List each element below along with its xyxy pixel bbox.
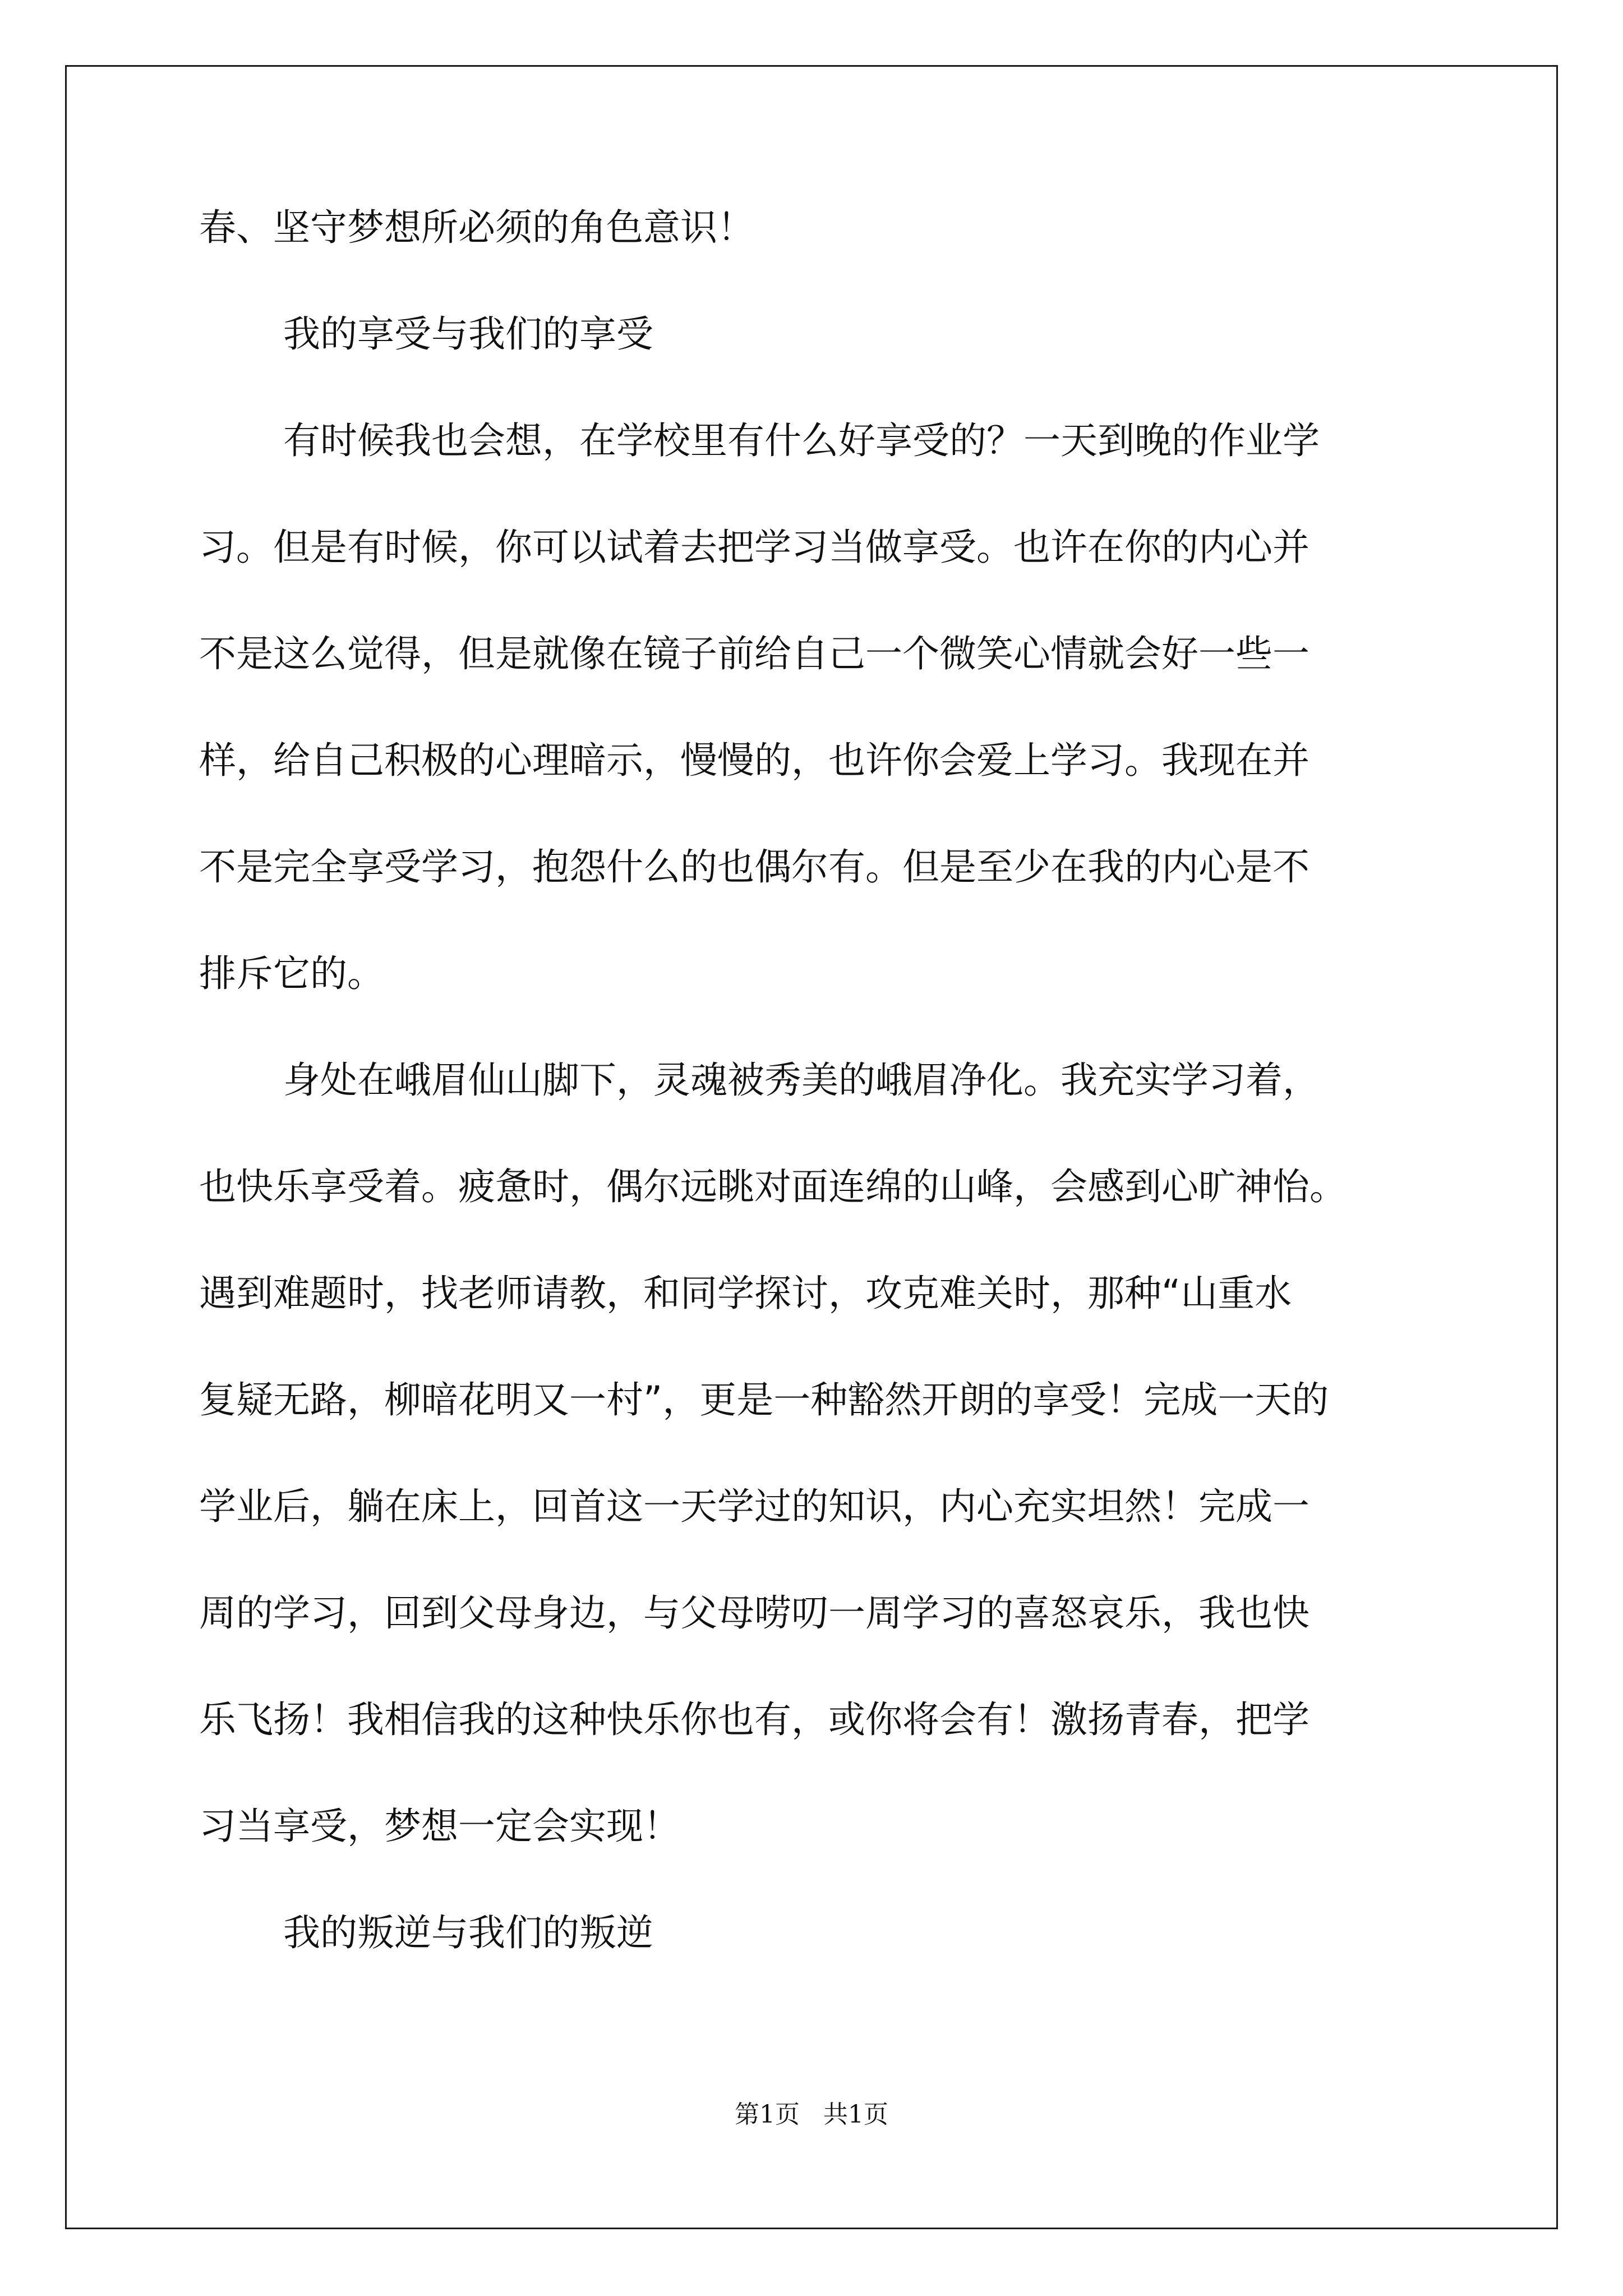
text-line: 有时候我也会想，在学校里有什么好享受的？一天到晚的作业学 [283,419,1320,462]
text-line: 样，给自己积极的心理暗示，慢慢的，也许你会爱上学习。我现在并 [199,739,1310,782]
text-line: 身处在峨眉仙山脚下，灵魂被秀美的峨眉净化。我充实学习着， [283,1059,1320,1102]
section-heading: 我的叛逆与我们的叛逆 [283,1911,653,1954]
text-line: 春、坚守梦想所必须的角色意识！ [199,206,754,249]
text-line: 周的学习，回到父母身边，与父母唠叨一周学习的喜怒哀乐，我也快 [199,1591,1310,1635]
text-line: 不是完全享受学习，抱怨什么的也偶尔有。但是至少在我的内心是不 [199,845,1310,889]
text-line: 乐飞扬！我相信我的这种快乐你也有，或你将会有！激扬青春，把学 [199,1698,1310,1741]
text-line: 排斥它的。 [199,952,384,995]
page-border [65,65,1558,2229]
text-line: 习。但是有时候，你可以试着去把学习当做享受。也许在你的内心并 [199,526,1310,569]
text-line: 不是这么觉得，但是就像在镜子前给自己一个微笑心情就会好一些一 [199,632,1310,675]
page-footer: 第1页 共1页 [735,2100,888,2129]
text-line: 也快乐享受着。疲惫时，偶尔远眺对面连绵的山峰，会感到心旷神怡。 [199,1165,1347,1208]
text-line: 遇到难题时，找老师请教，和同学探讨，攻克难关时，那种“山重水 [199,1272,1292,1315]
text-line: 复疑无路，柳暗花明又一村”，更是一种豁然开朗的享受！完成一天的 [199,1378,1329,1421]
section-heading: 我的享受与我们的享受 [283,312,653,356]
text-line: 习当享受，梦想一定会实现！ [199,1805,680,1848]
text-line: 学业后，躺在床上，回首这一天学过的知识，内心充实坦然！完成一 [199,1485,1310,1528]
